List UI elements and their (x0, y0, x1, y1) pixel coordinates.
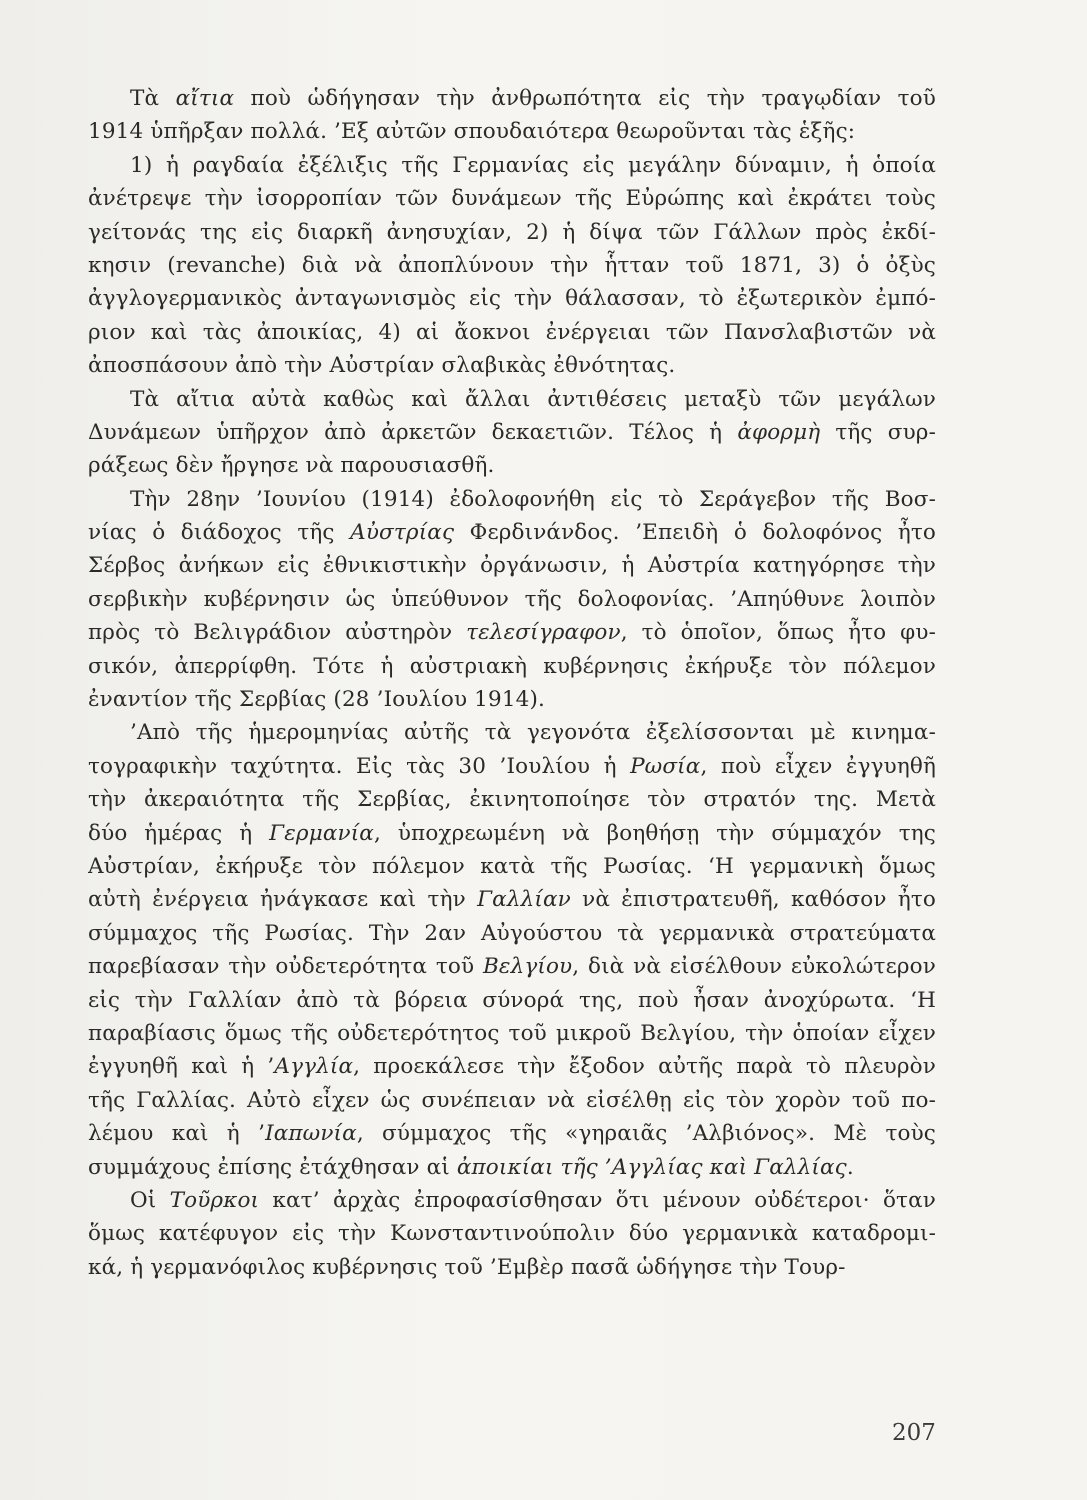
text-line: παραβίασις ὅμως τῆς οὐδετερότητος τοῦ μικροῦ Βελγίου, τὴν ὁποίαν εἶχεν (88, 1020, 936, 1046)
text-line: αὐτὴ ἐνέργεια ἠνάγκασε καὶ τὴν Γαλλίαν νὰ ἐπιστρατευθῆ, καθόσον ἦτο (88, 887, 936, 913)
page-number: 207 (892, 1420, 936, 1446)
text-line: ’Απὸ τῆς ἡμερομηνίας αὐτῆς τὰ γεγονότα ἐξελίσσονται μὲ κινημα- (130, 720, 936, 746)
text-line: σερβικὴν κυβέρνησιν ὡς ὑπεύθυνον τῆς δολοφονίας. ’Απηύθυνε λοιπὸν (88, 586, 936, 612)
text-line: γείτονάς της εἰς διαρκῆ ἀνησυχίαν, 2) ἡ δίψα τῶν Γάλλων πρὸς ἐκδί- (88, 219, 936, 245)
text-line: Οἱ Τοῦρκοι κατ’ ἀρχὰς ἐπροφασίσθησαν ὅτι μένουν οὐδέτεροι· ὅταν (130, 1187, 936, 1213)
text-line: λέμου καὶ ἡ ’Ιαπωνία, σύμμαχος τῆς «γηραιᾶς ’Αλβιόνος». Μὲ τοὺς (88, 1121, 936, 1147)
text-line: πρὸς τὸ Βελιγράδιον αὐστηρὸν τελεσίγραφον, τὸ ὁποῖον, ὅπως ἦτο φυ- (88, 620, 936, 646)
text-line: Τὴν 28ην ’Ιουνίου (1914) ἐδολοφονήθη εἰς τὸ Σεράγεβον τῆς Βοσ- (130, 486, 936, 512)
text-line: ἀποσπάσουν ἀπὸ τὴν Αὐστρίαν σλαβικὰς ἐθνότητας. (88, 353, 676, 379)
text-line: τὴν ἀκεραιότητα τῆς Σερβίας, ἐκινητοποίησε τὸν στρατόν της. Μετὰ (88, 787, 936, 813)
text-line: κησιν (revanche) διὰ νὰ ἀποπλύνουν τὴν ἧτταν τοῦ 1871, 3) ὁ ὀξὺς (88, 252, 936, 278)
text-line: νίας ὁ διάδοχος τῆς Αὐστρίας Φερδινάνδος. ’Επειδὴ ὁ δολοφόνος ἦτο (88, 520, 936, 546)
text-line: σικόν, ἀπερρίφθη. Τότε ἡ αὐστριακὴ κυβέρνησις ἐκήρυξε τὸν πόλεμον (88, 653, 936, 679)
text-line: τῆς Γαλλίας. Αὐτὸ εἶχεν ὡς συνέπειαν νὰ εἰσέλθῃ εἰς τὸν χορὸν τοῦ πο- (88, 1087, 936, 1113)
text-line: ἐναντίον τῆς Σερβίας (28 ’Ιουλίου 1914). (88, 687, 546, 713)
text-line: ἐγγυηθῆ καὶ ἡ ’Αγγλία, προεκάλεσε τὴν ἔξοδον αὐτῆς παρὰ τὸ πλευρὸν (88, 1054, 936, 1080)
text-line: Τὰ αἴτια ποὺ ὡδήγησαν τὴν ἀνθρωπότητα εἰς τὴν τραγῳδίαν τοῦ (130, 86, 936, 111)
text-line: Τὰ αἴτια αὐτὰ καθὼς καὶ ἄλλαι ἀντιθέσεις μεταξὺ τῶν μεγάλων (130, 386, 936, 412)
body-text (88, 82, 936, 1284)
text-line: Σέρβος ἀνήκων εἰς ἐθνικιστικὴν ὀργάνωσιν, ἡ Αὐστρία κατηγόρησε τὴν (88, 553, 936, 579)
text-line: ἀνέτρεψε τὴν ἰσορροπίαν τῶν δυνάμεων τῆς Εὐρώπης καὶ ἐκράτει τοὺς (88, 186, 936, 212)
text-line: παρεβίασαν τὴν οὐδετερότητα τοῦ Βελγίου, διὰ νὰ εἰσέλθουν εὐκολώτερον (88, 954, 936, 980)
text-line: Αὐστρίαν, ἐκήρυξε τὸν πόλεμον κατὰ τῆς Ρωσίας. ‘Η γερμανικὴ ὅμως (88, 853, 936, 879)
text-line: ράξεως δὲν ἤργησε νὰ παρουσιασθῆ. (88, 453, 495, 479)
text-line: Δυνάμεων ὑπῆρχον ἀπὸ ἀρκετῶν δεκαετιῶν. Τέλος ἡ ἀφορμὴ τῆς συρ- (88, 419, 936, 445)
text-line: ριον καὶ τὰς ἀποικίας, 4) αἱ ἄοκνοι ἐνέργειαι τῶν Πανσλαβιστῶν νὰ (88, 319, 936, 345)
text-line: δύο ἡμέρας ἡ Γερμανία, ὑποχρεωμένη νὰ βοηθήσῃ τὴν σύμμαχόν της (88, 820, 936, 846)
text-line: τογραφικὴν ταχύτητα. Εἰς τὰς 30 ’Ιουλίου ἡ Ρωσία, ποὺ εἶχεν ἐγγυηθῆ (88, 753, 936, 779)
text-line: ὅμως κατέφυγον εἰς τὴν Κωνσταντινούπολιν δύο γερμανικὰ καταδρομι- (88, 1221, 936, 1247)
text-line: 1914 ὑπῆρξαν πολλά. ’Εξ αὐτῶν σπουδαιότερα θεωροῦνται τὰς ἑξῆς: (88, 119, 856, 145)
text-line: ἀγγλογερμανικὸς ἀνταγωνισμὸς εἰς τὴν θάλασσαν, τὸ ἐξωτερικὸν ἐμπό- (88, 286, 936, 312)
text-line: συμμάχους ἐπίσης ἐτάχθησαν αἱ ἀποικίαι τῆς ’Αγγλίας καὶ Γαλλίας. (88, 1154, 854, 1180)
text-line: εἰς τὴν Γαλλίαν ἀπὸ τὰ βόρεια σύνορά της, ποὺ ἦσαν ἀνοχύρωτα. ‘Η (88, 987, 936, 1013)
text-line: σύμμαχος τῆς Ρωσίας. Τὴν 2αν Αὐγούστου τὰ γερμανικὰ στρατεύματα (88, 920, 936, 946)
text-line: κά, ἡ γερμανόφιλος κυβέρνησις τοῦ ’Εμβὲρ πασᾶ ὡδήγησε τὴν Τουρ- (88, 1254, 846, 1280)
text-line: 1) ἡ ραγδαία ἐξέλιξις τῆς Γερμανίας εἰς μεγάλην δύναμιν, ἡ ὁποία (130, 152, 936, 178)
